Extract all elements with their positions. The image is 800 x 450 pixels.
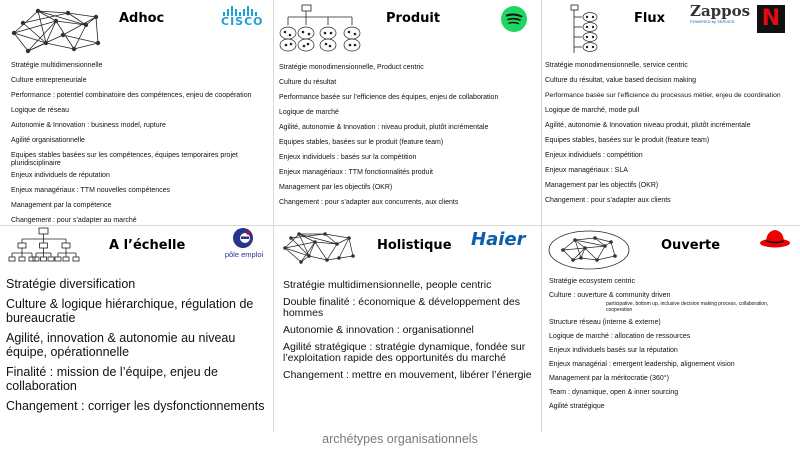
ouverte-item: Enjeux managérial : emergent leadership, alignement vision xyxy=(549,361,735,368)
echelle-item: Agilité, innovation & autonomie au niveau équipe, opérationnelle xyxy=(6,331,236,359)
pole-emploi-emblem-icon xyxy=(232,227,254,249)
holistique-item: Agilité stratégique : stratégie dynamique, fondée sur l’exploitation rapide des opportunités du marché xyxy=(283,341,526,364)
vertical-separator-right xyxy=(541,0,542,432)
panel-title-ouverte: Ouverte xyxy=(661,238,721,253)
ouverte-item: Structure réseau (interne & externe) xyxy=(549,319,661,326)
horizontal-separator xyxy=(0,225,800,226)
holistique-item: Changement : mettre en mouvement, libérer l’énergie xyxy=(283,369,532,381)
flux-item: Enjeux managériaux : SLA xyxy=(545,167,628,174)
flux-item: Stratégie monodimensionnelle, service centric xyxy=(545,62,688,69)
echelle-item: Culture & logique hiérarchique, régulation de bureaucratie xyxy=(6,297,254,325)
hierarchy-tree-diagram xyxy=(4,227,84,269)
adhoc-item: Enjeux managériaux : TTM nouvelles compétences xyxy=(11,187,171,194)
panel-title-holistique: Holistique xyxy=(377,238,452,253)
adhoc-item: Autonomie & Innovation : business model, rupture xyxy=(11,122,166,129)
adhoc-item: Stratégie multidimensionnelle xyxy=(11,62,103,69)
ouverte-item: Management par la méritocratie (360°) xyxy=(549,375,669,382)
produit-item: Performance basée sur l’efficience des équipes, enjeu de collaboration xyxy=(279,94,499,101)
holistique-list xyxy=(283,280,535,381)
zappos-tagline: POWERED by SERVICE xyxy=(690,19,735,24)
adhoc-item: Logique de réseau xyxy=(11,107,69,114)
echelle-item: Stratégie diversification xyxy=(6,277,136,291)
flux-item: Management par les objectifs (OKR) xyxy=(545,182,659,189)
produit-tree-diagram xyxy=(278,3,368,55)
ouverte-subline: participative, bottom up, inclusive decision making process, collaboration, cooperation xyxy=(606,301,769,313)
produit-item: Management par les objectifs (OKR) xyxy=(279,184,393,191)
ouverte-item: Culture : ouverture & community driven xyxy=(549,292,671,299)
vertical-separator-left xyxy=(273,0,274,432)
haier-logo xyxy=(471,229,533,251)
adhoc-item: Agilité organisationnelle xyxy=(11,137,85,144)
produit-item: Culture du résultat xyxy=(279,79,337,86)
footer-caption: archétypes organisationnels xyxy=(322,432,478,446)
adhoc-item: Performance : potentiel combinatoire des compétences, enjeu de coopération xyxy=(11,92,252,99)
adhoc-item: Management par la compétence xyxy=(11,202,112,209)
redhat-logo-icon xyxy=(758,227,792,251)
zappos-wordmark: Zappos xyxy=(690,2,751,20)
adhoc-item: Culture entrepreneuriale xyxy=(11,77,87,84)
holistique-item: Double finalité : économique & développement des hommes xyxy=(283,296,520,319)
pole-emploi-wordmark: pôle emploi xyxy=(224,250,264,259)
holistique-item: Autonomie & innovation : organisationnel xyxy=(283,324,474,336)
flux-list xyxy=(545,62,799,205)
holistique-network-diagram xyxy=(279,228,359,270)
ouverte-ecosystem-diagram xyxy=(545,228,633,274)
produit-item: Enjeux managériaux : TTM fonctionnalités produit xyxy=(279,169,433,176)
netflix-wordmark: N xyxy=(761,6,781,31)
cisco-wordmark: CISCO xyxy=(221,15,264,28)
panel-title-a-l-echelle: A l’échelle xyxy=(109,238,186,253)
produit-item: Equipes stables, basées sur le produit (feature team) xyxy=(279,139,444,146)
panel-title-flux: Flux xyxy=(634,11,665,26)
flux-item: Performance basée sur l’efficience du processus métier, enjeu de coordination xyxy=(545,92,781,99)
flux-item: Agilité, autonomie & Innovation niveau produit, plutôt incrémentale xyxy=(545,122,751,129)
panel-title-produit: Produit xyxy=(386,11,441,26)
flux-item: Logique de marché, mode pull xyxy=(545,107,640,114)
echelle-list xyxy=(6,277,268,413)
flux-chain-diagram xyxy=(568,3,608,59)
panel-title-adhoc: Adhoc xyxy=(119,11,165,26)
ouverte-item: Stratégie ecosystem centric xyxy=(549,278,635,285)
ouverte-item: Agilité stratégique xyxy=(549,403,605,410)
produit-item: Enjeux individuels : basés sur la compétition xyxy=(279,154,417,161)
haier-wordmark: Haier xyxy=(471,229,526,250)
ouverte-item: Enjeux individuels basés sur la réputation xyxy=(549,347,678,354)
adhoc-item: Enjeux individuels de réputation xyxy=(11,172,110,179)
produit-item: Agilité, autonomie & Innovation : niveau produit, plutôt incrémentale xyxy=(279,124,489,131)
produit-item: Logique de marché xyxy=(279,109,339,116)
pole-emploi-logo xyxy=(219,227,269,261)
flux-item: Changement : pour s’adapter aux clients xyxy=(545,197,671,204)
flux-item: Equipes stables, basées sur le produit (feature team) xyxy=(545,137,710,144)
zappos-logo xyxy=(690,2,751,33)
adhoc-item: Changement : pour s’adapter au marché xyxy=(11,217,137,224)
flux-item: Culture du résultat, value based decision making xyxy=(545,77,696,84)
adhoc-item: Equipes stables basées sur les compétences, équipes temporaires projet pluridisciplinaire xyxy=(11,152,238,167)
produit-item: Stratégie monodimensionnelle, Product centric xyxy=(279,64,424,71)
adhoc-list xyxy=(11,62,269,225)
adhoc-network-diagram xyxy=(8,3,103,58)
netflix-logo xyxy=(757,5,785,33)
produit-item: Changement : pour s’adapter aux concurrents, aux clients xyxy=(279,199,459,206)
ouverte-list xyxy=(549,278,797,411)
flux-item: Enjeux individuels : compétition xyxy=(545,152,643,159)
ouverte-item: Logique de marché : allocation de ressources xyxy=(549,333,691,340)
echelle-item: Finalité : mission de l’équipe, enjeu de collaboration xyxy=(6,365,218,393)
ouverte-item: Team : dynamique, open & inner sourcing xyxy=(549,389,679,396)
echelle-item: Changement : corriger les dysfonctionnements xyxy=(6,399,265,413)
produit-list xyxy=(279,64,539,207)
spotify-logo-icon xyxy=(500,5,528,33)
holistique-item: Stratégie multidimensionnelle, people centric xyxy=(283,279,492,291)
cisco-logo xyxy=(221,6,264,30)
